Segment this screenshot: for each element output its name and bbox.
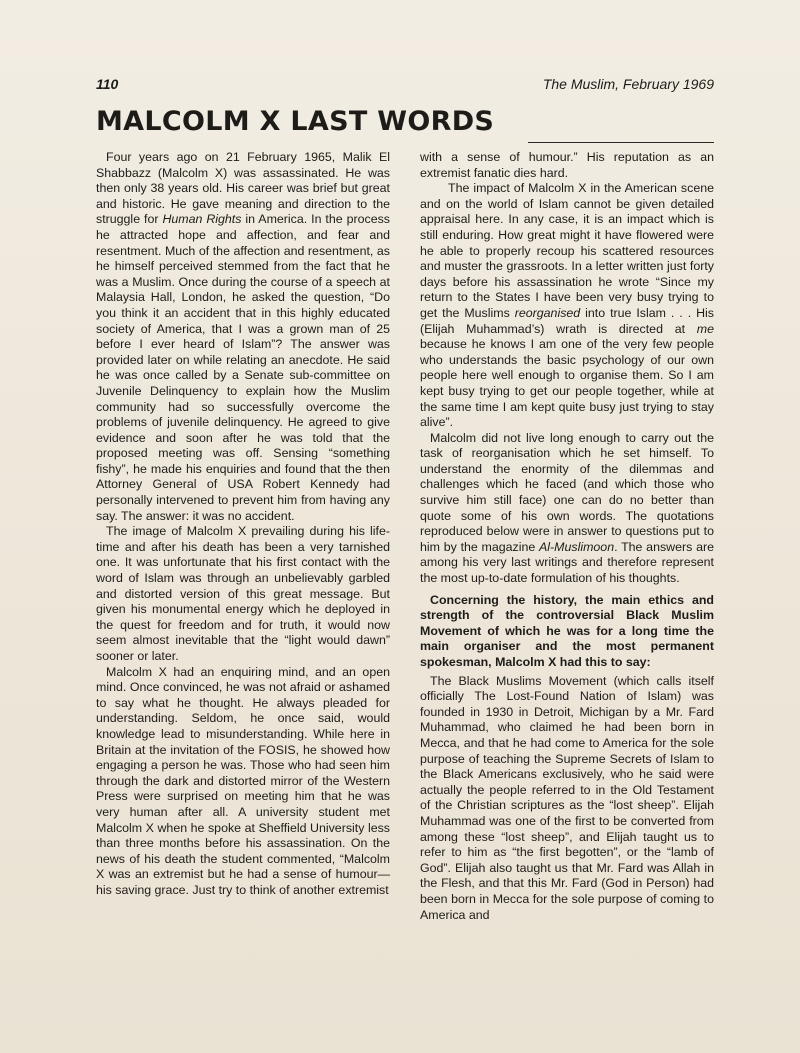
paragraph-reorganisation xyxy=(420,431,714,587)
page-number: 110 xyxy=(96,76,119,92)
emphasis-text: Al-Muslimoon xyxy=(539,539,615,554)
paragraph-text: The impact of Malcolm X in the American scene and on the world of Islam cannot be given detailed appraisal here. In any case, it is an impact which is still enduring. How great might it have flowered were he able to properly recoup his scattered resources and muster the grassroots. In a letter written just forty days before his assassination he wrote “Since my return to the States I have been very busy trying to get the Muslims xyxy=(420,181,714,320)
paragraph-text: into true Islam . . . His (Elijah Muhammad’s) wrath is directed at xyxy=(420,305,714,336)
emphasis-text: Human Rights xyxy=(162,212,242,227)
right-column xyxy=(420,150,714,923)
paragraph-intro xyxy=(96,150,390,524)
paragraph-text: Malcolm did not live long enough to carry out the task of reorganisation which he set himself. To understand the enormity of the dilemmas and challenges which he faced (and which those who survive him still face) one can do no better than quote some of his own words. The quotations reproduced below were in answer to questions put to him by the magazine xyxy=(420,430,714,554)
emphasis-text: me xyxy=(696,321,714,336)
paragraph-image: The image of Malcolm X prevailing during his life-time and after his death has been a very tarnished one. It was unfortunate that his first contact with the word of Islam was through an unbelievably garbled and distorted version of this great message. But given his monumental energy which he deployed in the quest for freedom and for truth, it would now seem almost inevitable that the “light would dawn” sooner or later. xyxy=(96,524,390,663)
paragraph-black-muslims: The Black Muslims Movement (which calls itself officially The Lost-Found Nation of Islam) was founded in 1930 in Detroit, Michigan by a Mr. Fard Muhammad, who claimed he had been born in Mecca, and that he had come to America for the sole purpose of teaching the Supreme Secrets of Islam to the Black Americans exclusively, who he said were actually the people referred to in the Old Testament of the Christian scriptures as the “lost sheep”. Elijah Muhammad was one of the first to be converted from among these “lost sheep”, and Elijah taught us to refer to him as “the first begotten”, or the “lamb of God”. Elijah also taught us that Mr. Fard was Allah in the Flesh, and that this Mr. Fard (God in Person) had been born in Mecca for the sole purpose of coming to America and xyxy=(420,673,714,922)
paragraph-continued: with a sense of humour.” His reputation as an extremist fanatic dies hard. xyxy=(420,150,714,180)
paragraph-text: . The answers are among his very last writings and therefore represent the most up-to-date formulation of his thoughts. xyxy=(420,539,714,586)
headline-rule xyxy=(528,142,714,143)
running-head xyxy=(96,76,714,96)
paragraph-text: Four years ago on 21 February 1965, Malik El Shabbazz (Malcolm X) was assassinated. He was then only 38 years old. His career was brief but great and historic. He gave meaning and direction to the struggle for xyxy=(96,150,390,227)
article-headline: MALCOLM X LAST WORDS xyxy=(96,106,495,137)
issue-line: The Muslim, February 1969 xyxy=(542,76,714,92)
paragraph-impact xyxy=(420,181,714,431)
paragraph-mind: Malcolm X had an enquiring mind, and an open mind. Once convinced, he was not afraid or ashamed to say what he thought. He always pleaded for understanding. Seldom, he once said, would knowledge lead to misunderstanding. While here in Britain at the invitation of the FOSIS, he showed how engaging a person he was. Those who had seen him through the dark and distorted mirror of the Western Press were surprised on meeting him that he was very human after all. A university student met Malcolm X when he spoke at Sheffield University less than three months before his assassination. On the news of his death the student commented, “Malcolm X was an extremist but he had a sense of humour—his saving grace. Just try to think of another extremist xyxy=(96,664,390,897)
interview-question: Concerning the history, the main ethics and strength of the controversial Black Muslim Movement of which he was for a long time the main organiser and the most permanent spokesman, Malcolm X had this to say: xyxy=(420,592,714,669)
left-column xyxy=(96,150,390,899)
emphasis-text: reorganised xyxy=(514,305,581,320)
paragraph-text: because he knows I am one of the very few people who understands the basic psychology of our own people here well enough to organise them. So I am kept busy trying to get our people together, while at the same time I am kept quite busy just trying to stay alive”. xyxy=(420,337,714,430)
paragraph-text: in America. In the process he attracted hope and affection, and fear and resentment. Much of the affection and resentment, as he himself perceived stemmed from the fact that he was a Muslim. Once during the course of a speech at Malaysia Hall, London, he asked the question, “Do you think it an accident that in this highly educated society of America, that I was a grown man of 25 before I ever heard of Islam”? The answer was provided later on while relating an anecdote. He said he was once called by a Senate sub-committee on Juvenile Delinquency to explain how the Muslim community had so successfully overcome the problems of juvenile delinquency. He agreed to give evidence and soon after he was told that the proposed meeting was off. Sensing “something fishy”, he made his enquiries and found that the then Attorney General of USA Robert Kennedy had personally intervened to prevent him from having any say. The answer: it was no accident. xyxy=(96,212,390,523)
